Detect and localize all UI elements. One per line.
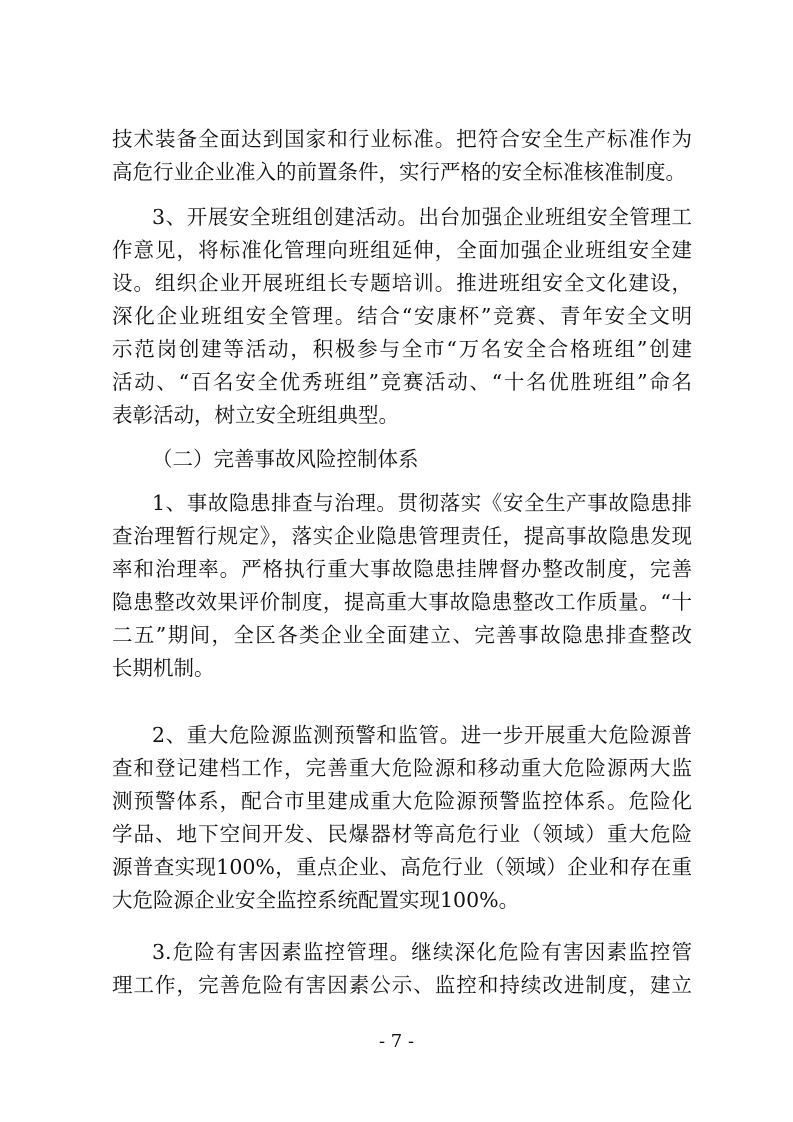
- text-line: 深化企业班组安全管理。结合“安康杯”竞赛、青年安全文明: [112, 304, 692, 328]
- text-line: 活动、“百名安全优秀班组”竞赛活动、“十名优胜班组”命名: [112, 370, 692, 394]
- text-line: 作意见，将标准化管理向班组延伸，全面加强企业班组安全建: [112, 238, 692, 262]
- text-line: 技术装备全面达到国家和行业标准。把符合安全生产标准作为: [112, 127, 692, 151]
- section-heading: （二）完善事故风险控制体系: [152, 447, 419, 471]
- text-line: 查和登记建档工作，完善重大危险源和移动重大危险源两大监: [112, 756, 692, 780]
- text-line: 大危险源企业安全监控系统配置实现100%。: [112, 888, 520, 912]
- text-line: 长期机制。: [112, 656, 215, 680]
- text-line: 表彰活动，树立安全班组典型。: [112, 403, 399, 427]
- text-line: 隐患整改效果评价制度，提高重大事故隐患整改工作质量。“十: [112, 590, 692, 614]
- text-line: 理工作，完善危险有害因素公示、监控和持续改进制度，建立: [112, 973, 692, 997]
- text-line: 2、重大危险源监测预警和监管。进一步开展重大危险源普: [152, 723, 692, 747]
- text-line: 3.危险有害因素监控管理。继续深化危险有害因素监控管: [152, 940, 692, 964]
- text-line: 学品、地下空间开发、民爆器材等高危行业（领域）重大危险: [112, 822, 692, 846]
- text-line: 测预警体系，配合市里建成重大危险源预警监控体系。危险化: [112, 789, 692, 813]
- text-line: 率和治理率。严格执行重大事故隐患挂牌督办整改制度，完善: [112, 557, 692, 581]
- text-line: 二五”期间，全区各类企业全面建立、完善事故隐患排查整改: [112, 623, 692, 647]
- text-line: 高危行业企业准入的前置条件，实行严格的安全标准核准制度。: [112, 160, 686, 184]
- text-line: 源普查实现100%，重点企业、高危行业（领域）企业和存在重: [112, 855, 692, 879]
- text-line: 查治理暂行规定》，落实企业隐患管理责任，提高事故隐患发现: [112, 524, 692, 548]
- text-line: 3、开展安全班组创建活动。出台加强企业班组安全管理工: [152, 205, 692, 229]
- text-line: 设。组织企业开展班组长专题培训。推进班组安全文化建设，: [112, 271, 692, 295]
- text-line: 示范岗创建等活动，积极参与全市“万名安全合格班组”创建: [112, 337, 692, 361]
- page-number: - 7 -: [378, 1031, 415, 1052]
- text-line: 1、事故隐患排查与治理。贯彻落实《安全生产事故隐患排: [152, 491, 692, 515]
